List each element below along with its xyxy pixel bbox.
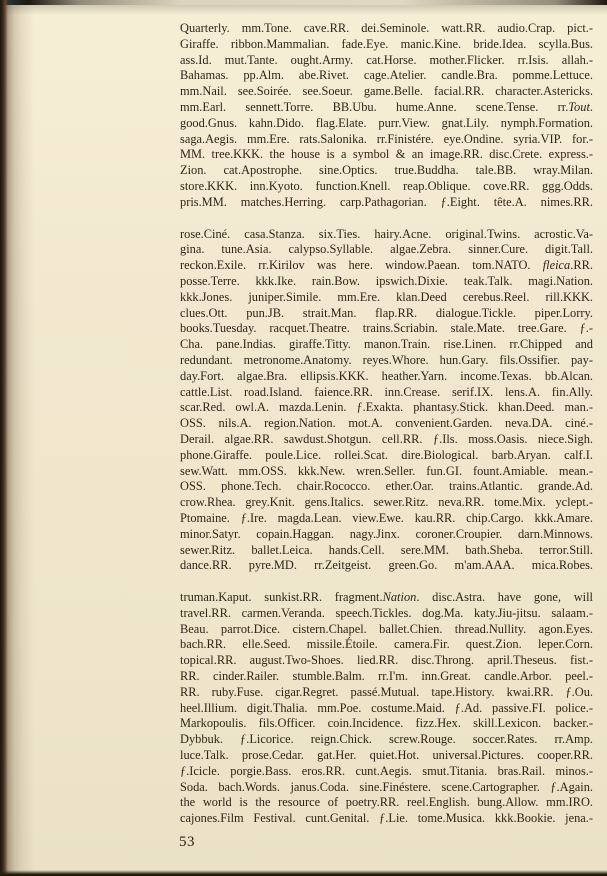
text-line: RR. ruby.Fuse. cigar.Regret. passé.Mutual. tape.History. kwai.RR. ƒ.Ou. [180, 684, 593, 699]
text-line: Markopoulis. fils.Officer. coin.Incidence. fizz.Hex. skill.Lexicon. backer.- [180, 716, 593, 731]
text-line: redundant. metronome.Anatomy. reyes.Whore. hun.Gary. fils.Ossifier. pay- [180, 352, 593, 367]
text-line: topical.RR. august.Two-Shoes. lied.RR. disc.Throng. april.Theseus. fist.- [180, 653, 593, 668]
text-line: good.Gnus. kahn.Dido. flag.Elate. purr.View. gnat.Lily. nymph.Formation. [180, 115, 593, 130]
text-line: Ptomaine. ƒ.Ire. magda.Lean. view.Ewe. kau.RR. chip.Cargo. kkk.Amare. [180, 510, 593, 525]
text-line: clues.Ott. pun.JB. strait.Man. flap.RR. dialogue.Tickle. piper.Lorry. [180, 305, 593, 320]
text-line: Dybbuk. ƒ.Licorice. reign.Chick. screw.Rouge. soccer.Rates. rr.Amp. [180, 732, 593, 747]
text-line: Giraffe. ribbon.Mammalian. fade.Eye. manic.Kine. bride.Idea. scylla.Bus. [180, 36, 593, 51]
text-line: store.KKK. inn.Kyoto. function.Knell. reap.Oblique. cove.RR. ggg.Odds. [180, 178, 593, 193]
text-line: ƒ.Icicle. porgie.Bass. eros.RR. cunt.Aegis. smut.Titania. bras.Rail. minos.- [180, 763, 593, 778]
text-line: books.Tuesday. racquet.Theatre. trains.Scriabin. stale.Mate. tree.Gare. ƒ.- [180, 321, 593, 336]
text-line: MM. tree.KKK. the house is a symbol & an image.RR. disc.Crete. express.- [180, 147, 593, 162]
text-line: phone.Giraffe. poule.Lice. rollei.Scat. dire.Biological. barb.Aryan. calf.I. [180, 447, 593, 462]
paragraph-1 [180, 21, 593, 211]
text-line: Zion. cat.Apostrophe. sine.Optics. true.Buddha. tale.BB. wray.Milan. [180, 163, 593, 178]
page-bottom-scan-edge [0, 870, 607, 876]
text-line: dance.RR. pyre.MD. rr.Zeitgeist. green.Go. m'am.AAA. mica.Robes. [180, 558, 593, 573]
book-binding-edge [0, 0, 34, 876]
text-line: rose.Ciné. casa.Stanza. six.Ties. hairy.Acne. original.Twins. acrostic.Va- [180, 226, 593, 241]
text-line: kkk.Jones. juniper.Simile. mm.Ere. klan.Deed cerebus.Reel. rill.KKK. [180, 289, 593, 304]
text-line: scar.Red. owl.A. mazda.Lenin. ƒ.Exakta. phantasy.Stick. khan.Deed. man.- [180, 400, 593, 415]
text-line: ass.Id. mut.Tante. ought.Army. cat.Horse. mother.Flicker. rr.Isis. allah.- [180, 52, 593, 67]
text-line: posse.Terre. kkk.Ike. rain.Bow. ipswich.Dixie. teak.Talk. magi.Nation. [180, 273, 593, 288]
text-line: the world is the resource of poetry.RR. reel.English. bung.Allow. mm.IRO. [180, 795, 593, 810]
text-line: sew.Watt. mm.OSS. kkk.New. wren.Seller. fun.GI. fount.Amiable. mean.- [180, 463, 593, 478]
text-line: mm.Earl. sennett.Torre. BB.Ubu. hume.Anne. scene.Tense. rr.Tout. [180, 99, 593, 114]
text-line: Bahamas. pp.Alm. abe.Rivet. cage.Atelier. candle.Bra. pomme.Lettuce. [180, 68, 593, 83]
text-line: Quarterly. mm.Tone. cave.RR. dei.Seminole. watt.RR. audio.Crap. pict.- [180, 21, 593, 35]
text-line: sewer.Ritz. ballet.Leica. hands.Cell. sere.MM. bath.Sheba. terror.Still. [180, 542, 593, 557]
text-line: cajones.Film Festival. cunt.Genital. ƒ.Lie. tome.Musica. kkk.Bookie. jena.- [180, 811, 593, 826]
page-top-shadow [0, 5, 607, 15]
paragraph-3 [180, 590, 593, 827]
page-number: 53 [179, 834, 195, 850]
text-block [180, 21, 593, 827]
text-line: mm.Nail. see.Soirée. see.Soeur. game.Belle. facial.RR. character.Astericks. [180, 84, 593, 99]
text-line: luce.Talk. prose.Cedar. gat.Her. quiet.Hot. universal.Pictures. cooper.RR. [180, 748, 593, 763]
text-line: crow.Rhea. grey.Knit. gens.Italics. sewer.Ritz. neva.RR. tome.Mix. yclept.- [180, 495, 593, 510]
text-line: day.Fort. algae.Bra. ellipsis.KKK. heather.Yarn. income.Texas. bb.Alcan. [180, 368, 593, 383]
text-line: OSS. nils.A. region.Nation. mot.A. convenient.Garden. neva.DA. ciné.- [180, 416, 593, 431]
text-line: OSS. phone.Tech. chair.Rococco. ether.Oar. trains.Atlantic. grande.Ad. [180, 479, 593, 494]
text-line: bach.RR. elle.Seed. missile.Étoile. camera.Fir. quest.Zion. leper.Corn. [180, 637, 593, 652]
text-line: RR. cinder.Railer. stumble.Balm. rr.I'm. inn.Great. candle.Arbor. peel.- [180, 669, 593, 684]
text-line: cattle.List. road.Island. faience.RR. inn.Crease. serif.IX. lens.A. fin.Ally. [180, 384, 593, 399]
text-line: travel.RR. carmen.Veranda. speech.Tickles. dog.Ma. katy.Jiu-jitsu. salaam.- [180, 605, 593, 620]
text-line: Beau. parrot.Dice. cistern.Chapel. ballet.Chien. thread.Nullity. agon.Eyes. [180, 621, 593, 636]
text-line: pris.MM. matches.Herring. carp.Pathagorian. ƒ.Eight. tête.A. nimes.RR. [180, 194, 593, 209]
text-line: heel.Illium. digit.Thalia. mm.Poe. costume.Maid. ƒ.Ad. passive.FI. police.- [180, 700, 593, 715]
text-line: Derail. algae.RR. sawdust.Shotgun. cell.RR. ƒ.Ils. moss.Oasis. niece.Sigh. [180, 431, 593, 446]
text-line: truman.Kaput. sunkist.RR. fragment.Nation. disc.Astra. have gone, will [180, 590, 593, 605]
text-line: Soda. bach.Words. janus.Coda. sine.Finéstere. scene.Cartographer. ƒ.Again. [180, 779, 593, 794]
text-line: minor.Satyr. copain.Haggan. nagy.Jinx. coroner.Croupier. darn.Minnows. [180, 526, 593, 541]
paragraph-2 [180, 227, 593, 575]
text-line: reckon.Exile. rr.Kirilov was here. window.Paean. tom.NATO. fleica.RR. [180, 258, 593, 273]
text-line: saga.Aegis. mm.Ere. rats.Salonika. rr.Finistére. eye.Ondine. syria.VIP. for.- [180, 131, 593, 146]
text-line: Cha. pane.Indias. giraffe.Titty. manon.Train. rise.Linen. rr.Chipped and [180, 337, 593, 352]
text-line: gina. tune.Asia. calypso.Syllable. algae.Zebra. sinner.Cure. digit.Tall. [180, 242, 593, 257]
